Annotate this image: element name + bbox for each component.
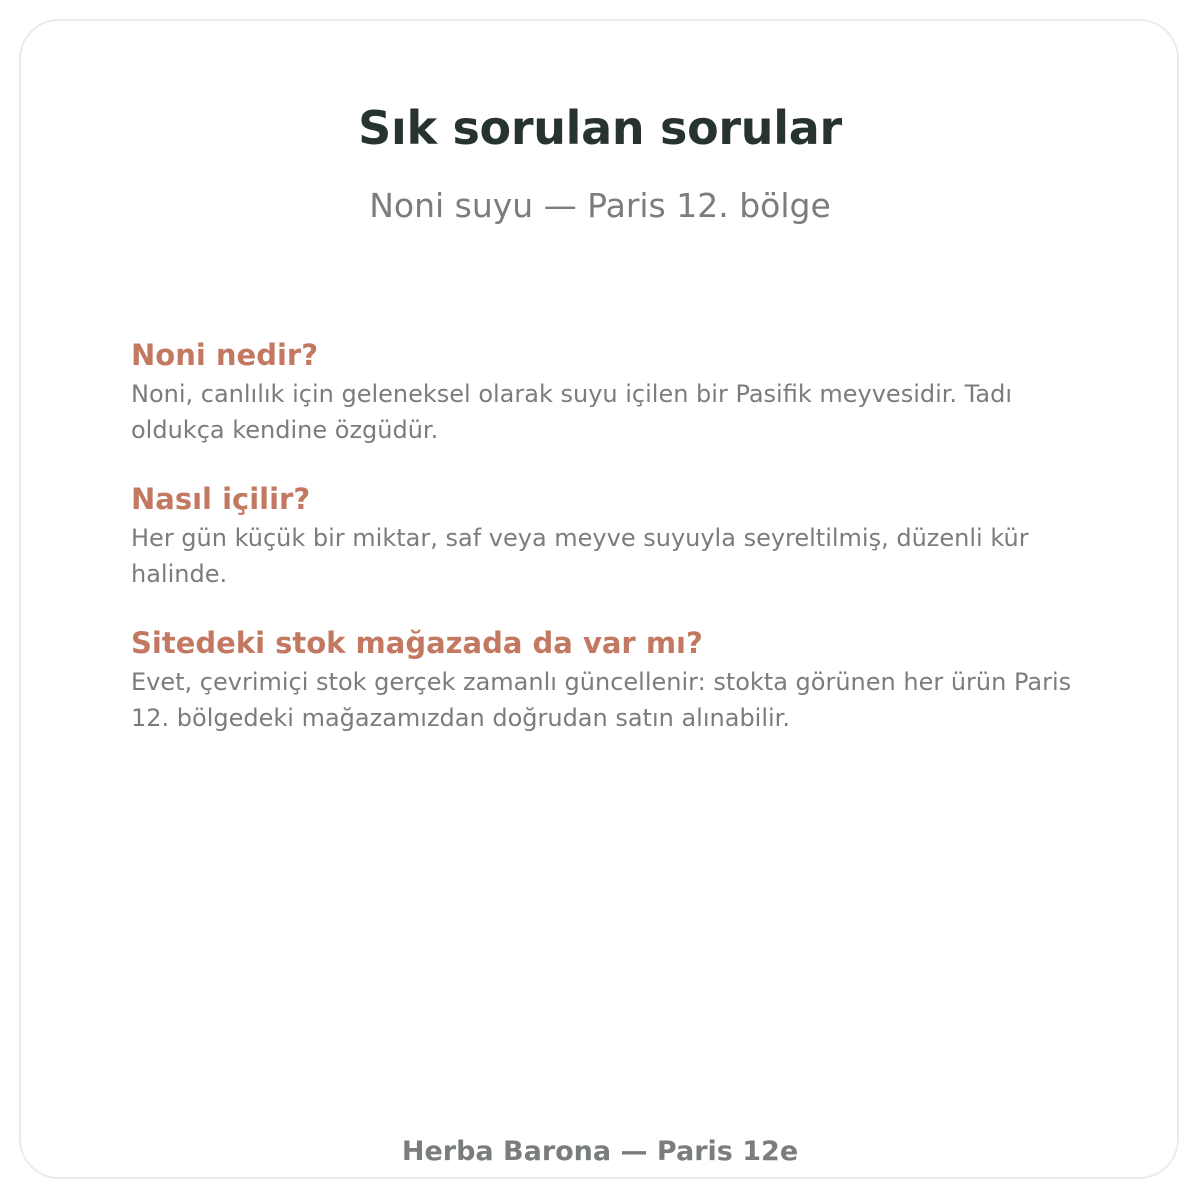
faq-item-noni [131, 336, 1091, 448]
faq-item-stock [131, 624, 1091, 736]
page-title: Sık sorulan sorular [358, 101, 842, 155]
faq-list [131, 336, 1091, 768]
faq-answer: Her gün küçük bir miktar, saf veya meyve suyuyla seyreltilmiş, düzenli kür halinde. [131, 524, 1029, 588]
faq-answer: Evet, çevrimiçi stok gerçek zamanlı güncellenir: stokta görünen her ürün Paris 12. bölgedeki mağazamızdan doğrudan satın alınabilir. [131, 668, 1072, 732]
faq-answer: Noni, canlılık için geleneksel olarak suyu içilen bir Pasifik meyvesidir. Tadı oldukça kendine özgüdür. [131, 380, 1012, 444]
page-subtitle: Noni suyu — Paris 12. bölge [369, 186, 831, 225]
faq-question: Sitedeki stok mağazada da var mı? [131, 626, 703, 660]
faq-question: Noni nedir? [131, 338, 319, 372]
faq-item-usage [131, 480, 1091, 592]
footer-store-name: Herba Barona — Paris 12e [401, 1136, 799, 1167]
faq-question: Nasıl içilir? [131, 482, 311, 516]
